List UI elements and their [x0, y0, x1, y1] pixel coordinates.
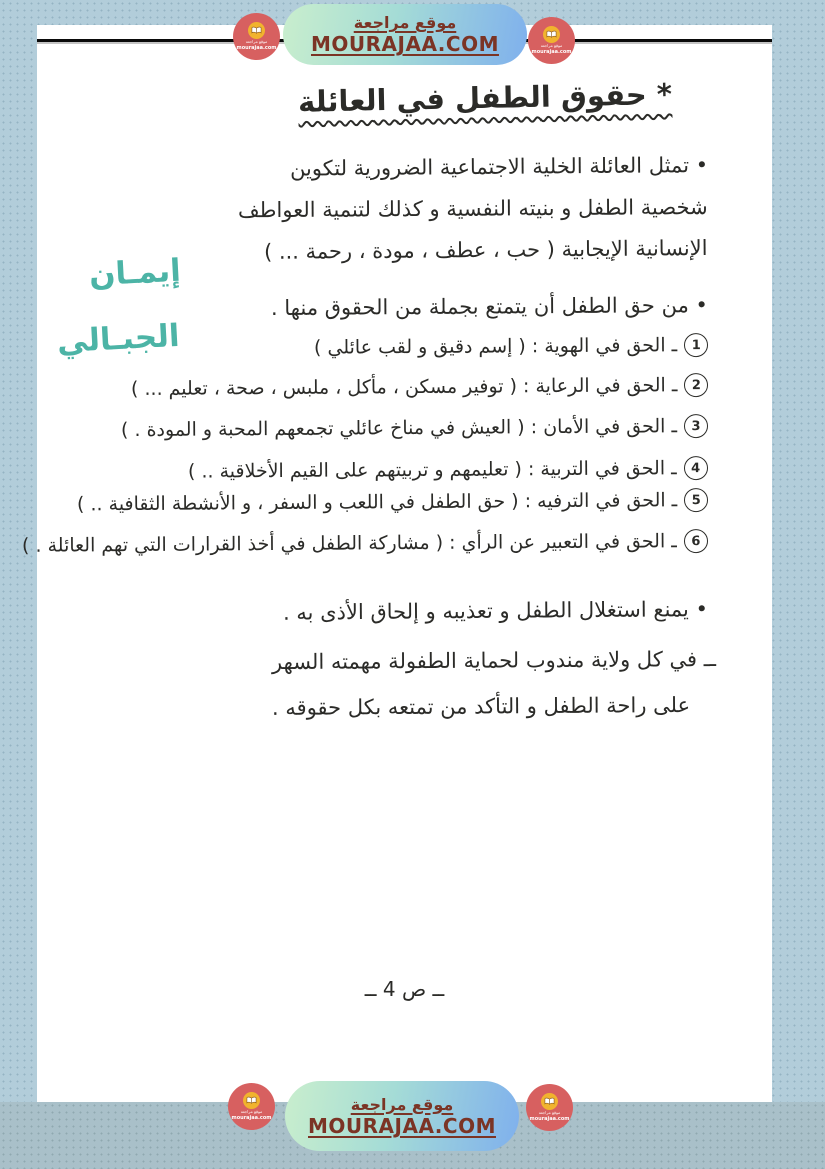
intro-line-3: الإنسانية الإيجابية ( حب ، عطف ، مودة ، رحمة ... ): [264, 236, 709, 264]
intro-line-1: • تمثل العائلة الخلية الاجتماعية الضرورية لتكوين: [289, 153, 709, 181]
badge-site-domain: mourajaa.com: [529, 1116, 570, 1122]
right-item-6: [22, 529, 708, 558]
right-item-text: ـ الحق في التعبير عن الرأي : ( مشاركة الطفل في أخذ القرارات التي تهم العائلة . ): [22, 530, 678, 557]
site-name-arabic[interactable]: موقع مراجعة: [353, 13, 457, 32]
badge-site-domain: mourajaa.com: [231, 1115, 272, 1121]
badge-site-name: موقع مراجعة: [540, 43, 563, 48]
badge-site-name: موقع مراجعة: [240, 1109, 263, 1114]
site-banner-footer[interactable]: [285, 1081, 519, 1151]
site-logo-badge[interactable]: [528, 17, 575, 64]
right-item-5: [77, 488, 708, 516]
page-title: * حقوق الطفل في العائلة: [297, 77, 673, 119]
right-item-4: [188, 456, 708, 484]
item-number-circle: 5: [684, 488, 708, 512]
rights-intro-line: • من حق الطفل أن يتمتع بجملة من الحقوق منها .: [271, 293, 709, 321]
site-logo-badge[interactable]: [228, 1083, 275, 1130]
site-domain-link[interactable]: MOURAJAA.COM: [311, 32, 499, 56]
badge-site-name: موقع مراجعة: [245, 39, 268, 44]
item-number-circle: 3: [684, 414, 708, 438]
note-line-3: على راحة الطفل و التأكد من تمتعه بكل حقوقه .: [271, 693, 691, 720]
item-number-circle: 4: [684, 456, 708, 480]
open-book-icon: [541, 1093, 558, 1110]
right-item-text: ـ الحق في الهوية : ( إسم دقيق و لقب عائلي ): [313, 334, 678, 359]
site-domain-link[interactable]: MOURAJAA.COM: [308, 1113, 496, 1138]
document-page: [22, 25, 772, 1102]
site-banner-header[interactable]: [283, 4, 527, 65]
badge-site-domain: mourajaa.com: [531, 49, 572, 55]
right-item-text: ـ الحق في الرعاية : ( توفير مسكن ، مأكل ، ملبس ، صحة ، تعليم ... ): [130, 374, 678, 401]
right-item-1: [314, 333, 708, 360]
right-item-3: [121, 414, 708, 442]
watermark-author-last-name: الجبـالي: [56, 317, 181, 361]
note-line-2: ــ في كل ولاية مندوب لحماية الطفولة مهمته السهر: [271, 647, 717, 675]
item-number-circle: 6: [684, 529, 708, 553]
right-item-text: ـ الحق في الأمان : ( العيش في مناخ عائلي تجمعهم المحبة و المودة . ): [120, 415, 678, 442]
item-number-circle: 2: [684, 373, 708, 397]
right-item-text: ـ الحق في التربية : ( تعليمهم و تربيتهم على القيم الأخلاقية .. ): [188, 457, 678, 483]
open-book-icon: [248, 22, 265, 39]
right-item-text: ـ الحق في الترفيه : ( حق الطفل في اللعب و السفر ، و الأنشطة الثقافية .. ): [76, 489, 678, 516]
site-logo-badge[interactable]: [233, 13, 280, 60]
note-line-1: • يمنع استغلال الطفل و تعذيبه و إلحاق الأذى به .: [283, 597, 709, 625]
item-number-circle: 1: [684, 333, 708, 357]
site-name-arabic[interactable]: موقع مراجعة: [350, 1094, 454, 1114]
page-number: ــ ص 4 ــ: [364, 977, 445, 1001]
site-logo-badge[interactable]: [526, 1084, 573, 1131]
open-book-icon: [543, 26, 560, 43]
open-book-icon: [243, 1092, 260, 1109]
badge-site-domain: mourajaa.com: [236, 45, 277, 51]
badge-site-name: موقع مراجعة: [538, 1110, 561, 1115]
watermark-author-first-name: إيمـان: [88, 252, 182, 294]
right-item-2: [131, 373, 709, 401]
intro-line-2: شخصية الطفل و بنيته النفسية و كذلك لتنمية العواطف: [238, 195, 709, 223]
